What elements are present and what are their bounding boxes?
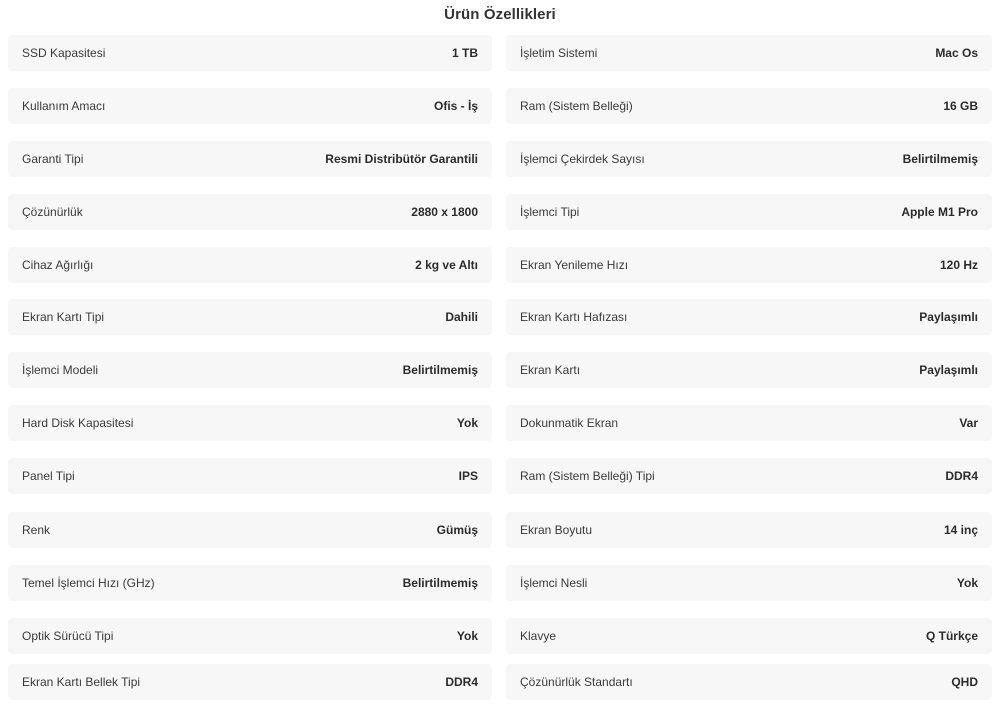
spec-row-panel-type xyxy=(8,458,492,494)
spec-row-color xyxy=(8,512,492,548)
spec-value: Belirtilmemiş xyxy=(402,363,478,377)
spec-value: Apple M1 Pro xyxy=(901,205,978,219)
spec-row-cpu-generation xyxy=(506,565,992,601)
spec-row-keyboard xyxy=(506,618,992,654)
spec-row-cpu-type xyxy=(506,194,992,230)
spec-label: İşlemci Tipi xyxy=(520,205,580,219)
spec-value: DDR4 xyxy=(445,675,478,689)
spec-label: Cihaz Ağırlığı xyxy=(22,258,94,272)
spec-label: Temel İşlemci Hızı (GHz) xyxy=(22,576,155,590)
spec-value: 120 Hz xyxy=(939,258,978,272)
spec-row-resolution xyxy=(8,194,492,230)
spec-label: Hard Disk Kapasitesi xyxy=(22,416,134,430)
spec-value: IPS xyxy=(458,469,478,483)
spec-value: Belirtilmemiş xyxy=(402,576,478,590)
spec-label: Optik Sürücü Tipi xyxy=(22,629,114,643)
spec-label: Panel Tipi xyxy=(22,469,75,483)
spec-value: Paylaşımlı xyxy=(919,310,978,324)
spec-value: Belirtilmemiş xyxy=(902,152,978,166)
spec-row-operating-system xyxy=(506,35,992,71)
spec-label: Ekran Boyutu xyxy=(520,523,593,537)
spec-row-cpu-model xyxy=(8,352,492,388)
spec-value: 16 GB xyxy=(943,99,978,113)
spec-row-device-weight xyxy=(8,247,492,283)
spec-label: İşletim Sistemi xyxy=(520,46,598,60)
spec-value: Mac Os xyxy=(935,46,978,60)
spec-label: Ram (Sistem Belleği) xyxy=(520,99,633,113)
spec-label: Dokunmatik Ekran xyxy=(520,416,619,430)
spec-row-screen-size xyxy=(506,512,992,548)
spec-value: Ofis - İş xyxy=(433,99,478,113)
spec-label: İşlemci Çekirdek Sayısı xyxy=(520,152,645,166)
spec-label: Kullanım Amacı xyxy=(22,99,106,113)
spec-row-warranty-type xyxy=(8,141,492,177)
spec-label: İşlemci Nesli xyxy=(520,576,588,590)
spec-label: Çözünürlük Standartı xyxy=(520,675,633,689)
spec-row-ssd-capacity xyxy=(8,35,492,71)
spec-label: SSD Kapasitesi xyxy=(22,46,106,60)
spec-row-optical-drive xyxy=(8,618,492,654)
spec-value: Gümüş xyxy=(436,523,478,537)
section-title: Ürün Özellikleri xyxy=(444,6,556,23)
spec-value: Yok xyxy=(956,576,978,590)
spec-label: Ram (Sistem Belleği) Tipi xyxy=(520,469,655,483)
spec-label: Ekran Yenileme Hızı xyxy=(520,258,629,272)
spec-value: 2 kg ve Altı xyxy=(415,258,478,272)
spec-label: Çözünürlük xyxy=(22,205,83,219)
spec-row-touchscreen xyxy=(506,405,992,441)
spec-row-cpu-cores xyxy=(506,141,992,177)
spec-value: QHD xyxy=(951,675,978,689)
spec-row-gpu xyxy=(506,352,992,388)
spec-value: DDR4 xyxy=(945,469,978,483)
spec-row-ram xyxy=(506,88,992,124)
spec-value: Yok xyxy=(456,629,478,643)
spec-label: Garanti Tipi xyxy=(22,152,84,166)
spec-row-gpu-memory xyxy=(506,299,992,335)
spec-value: 1 TB xyxy=(451,46,478,60)
spec-row-hdd-capacity xyxy=(8,405,492,441)
spec-value: Var xyxy=(959,416,978,430)
spec-value: 2880 x 1800 xyxy=(411,205,478,219)
spec-label: Ekran Kartı xyxy=(520,363,581,377)
spec-row-usage-purpose xyxy=(8,88,492,124)
spec-label: Ekran Kartı Tipi xyxy=(22,310,105,324)
spec-value: 14 inç xyxy=(943,523,978,537)
spec-value: Resmi Distribütör Garantili xyxy=(325,152,478,166)
spec-label: Klavye xyxy=(520,629,557,643)
spec-row-gpu-memory-type xyxy=(8,664,492,700)
spec-row-refresh-rate xyxy=(506,247,992,283)
spec-value: Dahili xyxy=(445,310,478,324)
spec-row-base-cpu-speed xyxy=(8,565,492,601)
spec-value: Paylaşımlı xyxy=(919,363,978,377)
spec-value: Q Türkçe xyxy=(925,629,978,643)
spec-value: Yok xyxy=(456,416,478,430)
spec-row-gpu-type xyxy=(8,299,492,335)
spec-label: Ekran Kartı Bellek Tipi xyxy=(22,675,141,689)
spec-label: Renk xyxy=(22,523,51,537)
spec-row-ram-type xyxy=(506,458,992,494)
spec-row-resolution-standard xyxy=(506,664,992,700)
spec-label: Ekran Kartı Hafızası xyxy=(520,310,628,324)
spec-label: İşlemci Modeli xyxy=(22,363,99,377)
